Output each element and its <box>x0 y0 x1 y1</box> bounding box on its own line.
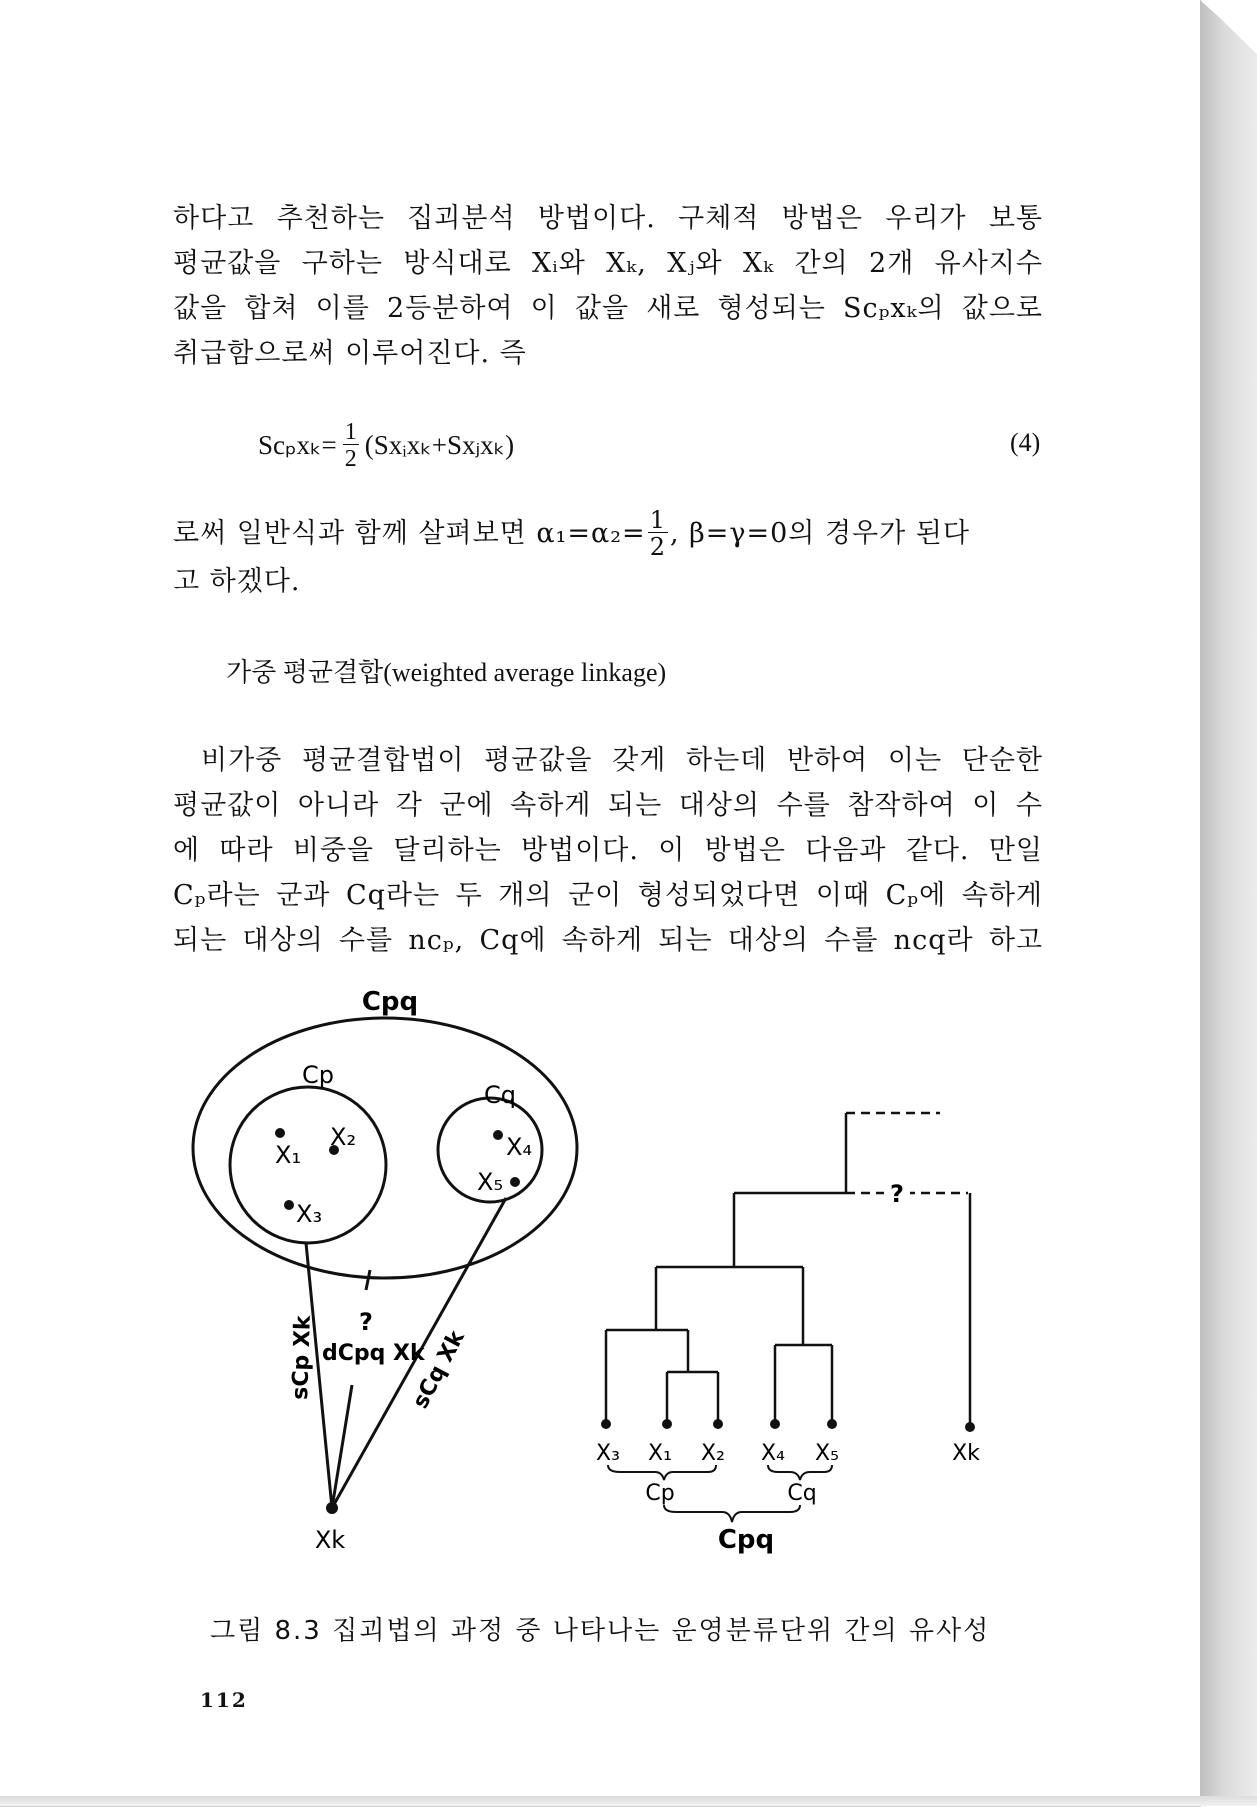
x5-point <box>510 1177 520 1187</box>
x5-label: X₅ <box>477 1168 504 1196</box>
dendro-cq-label: Cq <box>787 1481 817 1506</box>
paragraph-1 <box>173 196 1043 376</box>
paragraph-3 <box>173 738 1043 963</box>
scp-xk-label: sCp Xk <box>288 1315 316 1401</box>
paragraph-3-line-5: 되는 대상의 수를 ncₚ, Cq에 속하게 되는 대상의 수를 ncq라 하고 <box>173 925 1043 956</box>
dcpq-xk-label: dCpq Xk <box>322 1341 425 1366</box>
x4-label: X₄ <box>506 1133 533 1161</box>
leaf-x1-label: X₁ <box>648 1441 672 1466</box>
cq-label: Cq <box>484 1081 516 1109</box>
equation-fraction <box>343 420 359 471</box>
x3-point <box>284 1200 294 1210</box>
x2-label: X₂ <box>330 1123 357 1151</box>
paragraph-3-line-4: Cₚ라는 군과 Cq라는 두 개의 군이 형성되었다면 이때 Cₚ에 속하게 <box>173 880 1043 911</box>
x4-point <box>493 1130 503 1140</box>
equation-rhs: (Sxᵢxₖ+Sxⱼxₖ) <box>364 430 515 460</box>
cpq-label: Cpq <box>361 987 419 1017</box>
x1-point <box>275 1128 285 1138</box>
cp-label: Cp <box>302 1061 334 1089</box>
paragraph-1-line-1: 하다고 추천하는 집괴분석 방법이다. 구체적 방법은 우리가 보통 <box>173 203 1043 234</box>
equation-frac-den: 2 <box>344 446 357 472</box>
paragraph-3-line-1: 비가중 평균결합법이 평균값을 갖게 하는데 반하여 이는 단순한 <box>201 745 1043 776</box>
equation-frac-num: 1 <box>344 419 357 445</box>
xk-label: Xk <box>314 1526 346 1554</box>
paragraph-3-line-2: 평균값이 아니라 각 군에 속하게 되는 대상의 수를 참작하여 이 수 <box>173 790 1043 821</box>
equation-lhs: Scₚxₖ= <box>258 430 337 460</box>
right-question-mark: ? <box>890 1180 904 1208</box>
scq-xk-label: sCq Xk <box>408 1326 470 1413</box>
xk-point <box>326 1502 338 1514</box>
figure-8-3 <box>0 980 1200 1580</box>
dendrogram-leaves <box>601 1419 975 1432</box>
left-question-mark: ? <box>359 1308 373 1336</box>
section-subheading: 가중 평균결합(weighted average linkage) <box>226 658 667 687</box>
dcpq-line-top <box>366 1270 370 1290</box>
paragraph-2-line-1b: , β=γ=0의 경우가 된다 <box>669 518 970 549</box>
paragraph-2-frac-den: 2 <box>649 533 666 561</box>
equation-number: (4) <box>1010 428 1041 457</box>
page-bottom-shadow <box>0 1796 1257 1806</box>
paragraph-1-line-3: 값을 합쳐 이를 2등분하여 이 값을 새로 형성되는 Scₚxₖ의 값으로 <box>173 293 1043 324</box>
paragraph-1-line-4: 취급함으로써 이루어진다. 즉 <box>173 338 527 369</box>
dendro-cpq-label: Cpq <box>717 1525 775 1555</box>
paragraph-2-line-2: 고 하겠다. <box>173 566 301 597</box>
paragraph-2-line-1a: 로써 일반식과 함께 살펴보면 α₁=α₂= <box>173 518 646 549</box>
dendrogram <box>606 1113 970 1427</box>
leaf-x2-label: X₂ <box>701 1441 725 1466</box>
paragraph-2-line-1 <box>173 508 1043 559</box>
figure-caption: 그림 8.3 집괴법의 과정 중 나타나는 운영분류단위 간의 유사성 <box>210 1616 991 1646</box>
page-number: 112 <box>200 1688 248 1712</box>
leaf-x3-label: X₃ <box>596 1441 620 1466</box>
dendro-cp-label: Cp <box>645 1481 675 1506</box>
leaf-x5-label: X₅ <box>815 1441 839 1466</box>
page-edge-shadow <box>1200 0 1257 1806</box>
paragraph-2-fraction <box>648 508 668 559</box>
paragraph-1-line-2: 평균값을 구하는 방식대로 Xᵢ와 Xₖ, Xⱼ와 Xₖ 간의 2개 유사지수 <box>173 248 1043 279</box>
paragraph-2 <box>173 508 1043 604</box>
x3-label: X₃ <box>296 1200 323 1228</box>
equation-4 <box>258 420 514 471</box>
leaf-x4-label: X₄ <box>761 1441 785 1466</box>
x1-label: X₁ <box>275 1141 302 1169</box>
paragraph-3-line-3: 에 따라 비중을 달리하는 방법이다. 이 방법은 다음과 같다. 만일 <box>173 835 1043 866</box>
paragraph-2-frac-num: 1 <box>649 506 666 534</box>
cluster-diagram <box>193 1018 577 1508</box>
leaf-xk-label: Xk <box>952 1441 980 1466</box>
